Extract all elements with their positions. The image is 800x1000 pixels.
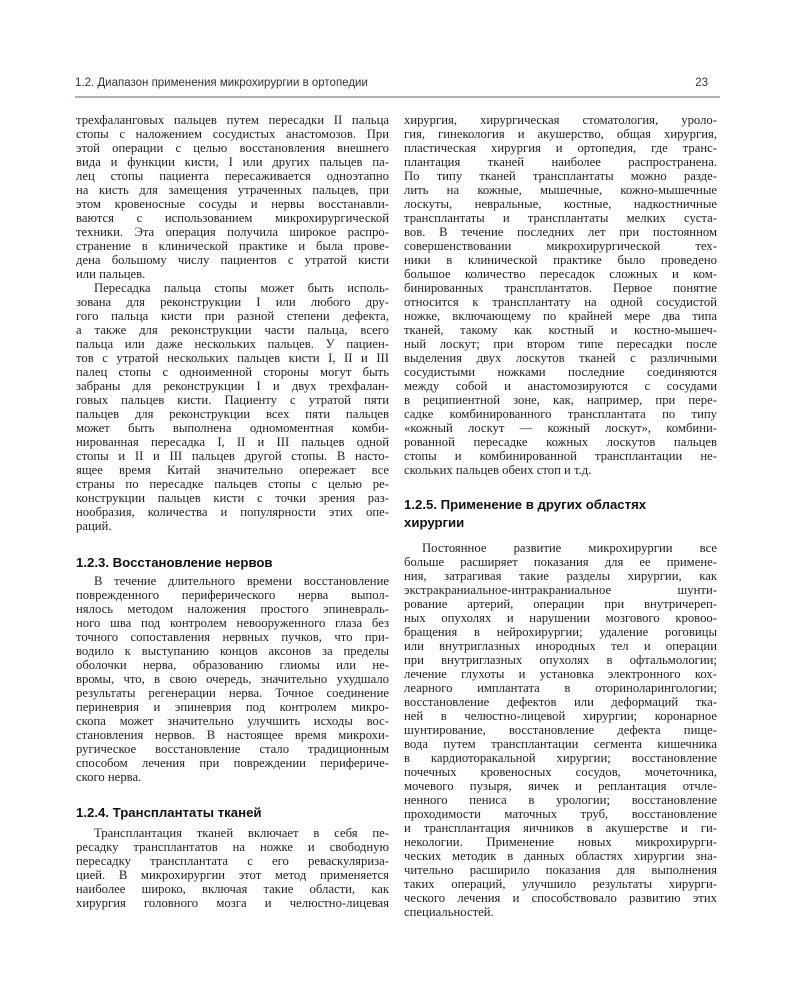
text-line: этой операции с целью восстановления внешнего (76, 141, 389, 155)
text-line: результаты регенерации нерва. Точное соединение (76, 686, 389, 700)
text-line: ящее время Китай значительно опережает все (76, 463, 389, 477)
text-line: скольких пальцев обеих стоп и т.д. (404, 463, 592, 477)
text-line: шунтирование, восстановление дефекта пище- (404, 723, 717, 737)
text-line: В течение длительного времени восстановление (94, 574, 389, 588)
text-line: стопы с наложением сосудистых анастомозов. При (76, 127, 389, 141)
text-line: ненного пениса в урологии; восстановление (404, 793, 717, 807)
paragraph (76, 826, 389, 910)
text-line: нялось методом наложения простого эпиневраль- (76, 602, 389, 616)
text-line: выделения двух лоскутов тканей с различными (404, 351, 717, 365)
text-line: Пересадка пальца стопы может быть исполь- (94, 281, 389, 295)
text-line: ножке, включающему по крайней мере два типа (404, 309, 717, 323)
heading-line: 1.2.3. Восстановление нервов (76, 555, 273, 570)
text-line: Трансплантация тканей включает в себя пе- (94, 826, 389, 840)
text-line: говых пальцев кисти. Пациенту с утратой пяти (76, 393, 389, 407)
text-line: пластическая хирургия и ортопедия, где транс- (404, 141, 717, 155)
text-line: вида и функции кисти, I или других пальцев па- (76, 155, 389, 169)
text-line: хирургия головного мозга и челюстно-лицевая (76, 896, 389, 910)
text-line: рование артерий, операции при внутричереп- (404, 597, 717, 611)
text-line: нообразия, количества и популярности этих опе- (76, 505, 389, 519)
text-line: почечных кровеносных сосудов, мочеточника, (404, 765, 717, 779)
running-header-title: 1.2. Диапазон применения микрохирургии в ортопедии (75, 77, 368, 89)
text-line: тканей, такому как костный и костно-мышеч- (404, 323, 717, 337)
text-line: некологии. Применение новых микрохирурги- (404, 835, 717, 849)
text-line: вромы, что, в свою очередь, значительно ухудшало (76, 672, 389, 686)
text-line: садке комбинированного трансплантата по типу (404, 407, 717, 421)
text-line: специальностей. (404, 905, 494, 919)
text-line: точного сопоставления нервных пучков, что при- (76, 630, 389, 644)
text-line: стопы и комбинированной трансплантации не- (404, 449, 717, 463)
text-line: поврежденного периферического нерва выпол- (76, 588, 389, 602)
text-line: восстановление дефектов или деформаций тка- (404, 695, 717, 709)
text-line: ческих методик в данных областях хирургии зна- (404, 849, 717, 863)
section-heading-1-2-4 (76, 804, 389, 822)
paragraph (76, 113, 389, 281)
text-line: бращения в нейрохирургии; удаление роговицы (404, 625, 717, 639)
text-line: экстракраниальное-интракраниальное шунти- (404, 583, 717, 597)
text-line: зована для реконструкции I или любого дру- (76, 295, 389, 309)
text-line: и трансплантация яичников в акушерстве и ги- (404, 821, 717, 835)
text-line: а также для реконструкции части пальца, всего (76, 323, 389, 337)
text-line: дена большому числу пациентов с утратой кисти (76, 253, 389, 267)
text-line: Постоянное развитие микрохирургии все (422, 541, 717, 555)
text-line: оболочки нерва, образованию глиомы или не- (76, 658, 389, 672)
paragraph (76, 281, 389, 533)
text-line: ругическое восстановление стало традиционным (76, 742, 389, 756)
text-line: плантация тканей наиболее распространена. (404, 155, 717, 169)
text-line: стопы и II и III пальцев другой стопы. В насто- (76, 449, 389, 463)
text-line: ного шва под контролем невооруженного глаза без (76, 616, 389, 630)
text-line: ный лоскут; при втором типе пересадки после (404, 337, 717, 351)
heading-line: хирургии (404, 515, 465, 530)
text-line: в кардиоторакальной хирургии; восстановление (404, 751, 717, 765)
text-line: на кисть для замещения утраченных пальцев, при (76, 183, 389, 197)
text-line: проходимости маточных труб, восстановление (404, 807, 717, 821)
text-line: совершенствовании микрохирургической тех- (404, 239, 717, 253)
text-line: тов с утратой нескольких пальцев кисти I, II и III (76, 351, 389, 365)
text-line: периневрия и эпиневрия под контролем микро- (76, 700, 389, 714)
text-line: ваются с использованием микрохирургической (76, 211, 389, 225)
text-line: при внутриглазных опухолях в офтальмологии; (404, 653, 717, 667)
text-line: может быть выполнена одномоментная комби- (76, 421, 389, 435)
text-line: трансплантаты и трансплантаты мелких суста- (404, 211, 717, 225)
text-line: лить на кожные, мышечные, кожно-мышечные (404, 183, 717, 197)
paragraph (76, 574, 389, 784)
text-line: лец стопы пациента пересаживается одноэтапно (76, 169, 389, 183)
text-line: способом лечения при повреждении перифериче- (76, 756, 389, 770)
heading-line: 1.2.5. Применение в других областях (404, 497, 647, 512)
text-line: ческого лечения и способствовало развитию этих (404, 891, 717, 905)
heading-line: 1.2.4. Трансплантаты тканей (76, 805, 262, 820)
text-line: техники. Эта операция получила широкое распро- (76, 225, 389, 239)
text-line: пальцев для реконструкции всех пяти пальцев (76, 407, 389, 421)
text-line: «кожный лоскут — кожный лоскут», комбини- (404, 421, 717, 435)
paragraph (404, 541, 717, 919)
text-line: чительно расширило показания для выполнения (404, 863, 717, 877)
text-line: бинированных трансплантатов. Первое понятие (404, 281, 717, 295)
text-line: между собой и анастомозируются с сосудами (404, 379, 717, 393)
paragraph (404, 113, 717, 477)
text-line: хирургия, хирургическая стоматология, уроло- (404, 113, 717, 127)
text-line: ники в клинической практике было проведено (404, 253, 717, 267)
text-line: этом кровеносные сосуды и нервы восстанавли- (76, 197, 389, 211)
text-line: леарного имплантата в оториноларингологии; (404, 681, 717, 695)
text-line: или пальцев. (76, 267, 146, 281)
text-line: гого пальца кисти при разной степени дефекта, (76, 309, 389, 323)
text-line: трехфаланговых пальцев путем пересадки II пальца (76, 113, 389, 127)
section-heading-1-2-5 (404, 496, 717, 532)
text-line: лечение глухоты и установка электронного кох- (404, 667, 717, 681)
text-line: гия, гинекология и акушерство, общая хирургия, (404, 127, 717, 141)
text-line: конструкции пальцев кисти с точки зрения раз- (76, 491, 389, 505)
text-line: нированная пересадка I, II и III пальцев одной (76, 435, 389, 449)
text-line: страны по пересадке пальцев стопы с целью ре- (76, 477, 389, 491)
text-line: большое количество пересадок сложных и ком- (404, 267, 717, 281)
text-line: цией. В микрохирургии этот метод применяется (76, 868, 389, 882)
text-line: ния, затрагивая такие разделы хирургии, как (404, 569, 717, 583)
text-line: рованной пересадке кожных лоскутов пальцев (404, 435, 717, 449)
text-line: наиболее широко, включая такие области, как (76, 882, 389, 896)
text-line: раций. (76, 519, 112, 533)
text-line: лоскуты, невральные, костные, надкостничные (404, 197, 717, 211)
text-line: скопа может значительно улучшить исходы вос- (76, 714, 389, 728)
text-line: ней в челюстно-лицевой хирургии; коронарное (404, 709, 717, 723)
text-line: мочевого пузыря, яичек и реплантация отчле- (404, 779, 717, 793)
page-number: 23 (695, 77, 708, 89)
text-line: становления нервов. В настоящее время микрохи- (76, 728, 389, 742)
text-line: вов. В течение последних лет при постоянном (404, 225, 717, 239)
text-line: таких операций, улучшило результаты хирурги- (404, 877, 717, 891)
text-line: забраны для реконструкции I и двух трехфалан- (76, 379, 389, 393)
text-line: пальца или даже нескольких пальцев. У пациен- (76, 337, 389, 351)
text-line: вода путем трансплантации сегмента кишечника (404, 737, 717, 751)
text-line: сосудистыми ножками последние соединяются (404, 365, 717, 379)
text-line: водило к выступанию концов аксонов за пределы (76, 644, 389, 658)
text-line: ных опухолях и нарушении мозгового кровоо- (404, 611, 717, 625)
text-line: пересадку трансплантата с его реваскуляриза- (76, 854, 389, 868)
header-rule (75, 96, 720, 98)
text-line: палец стопы с одноименной стороны могут быть (76, 365, 389, 379)
text-line: ского нерва. (76, 770, 142, 784)
text-line: ресадку трансплантатов на ножке и свободную (76, 840, 389, 854)
text-line: больше расширяет показания для ее примене- (404, 555, 717, 569)
text-line: странение в клинической практике и была прове- (76, 239, 389, 253)
text-line: относится к трансплантату на одной сосудистой (404, 295, 717, 309)
section-heading-1-2-3 (76, 554, 389, 572)
text-line: или внутриглазных инородных тел и операции (404, 639, 717, 653)
text-line: По типу тканей трансплантаты можно разде- (404, 169, 717, 183)
text-line: в реципиентной зоне, как, например, при пере- (404, 393, 717, 407)
